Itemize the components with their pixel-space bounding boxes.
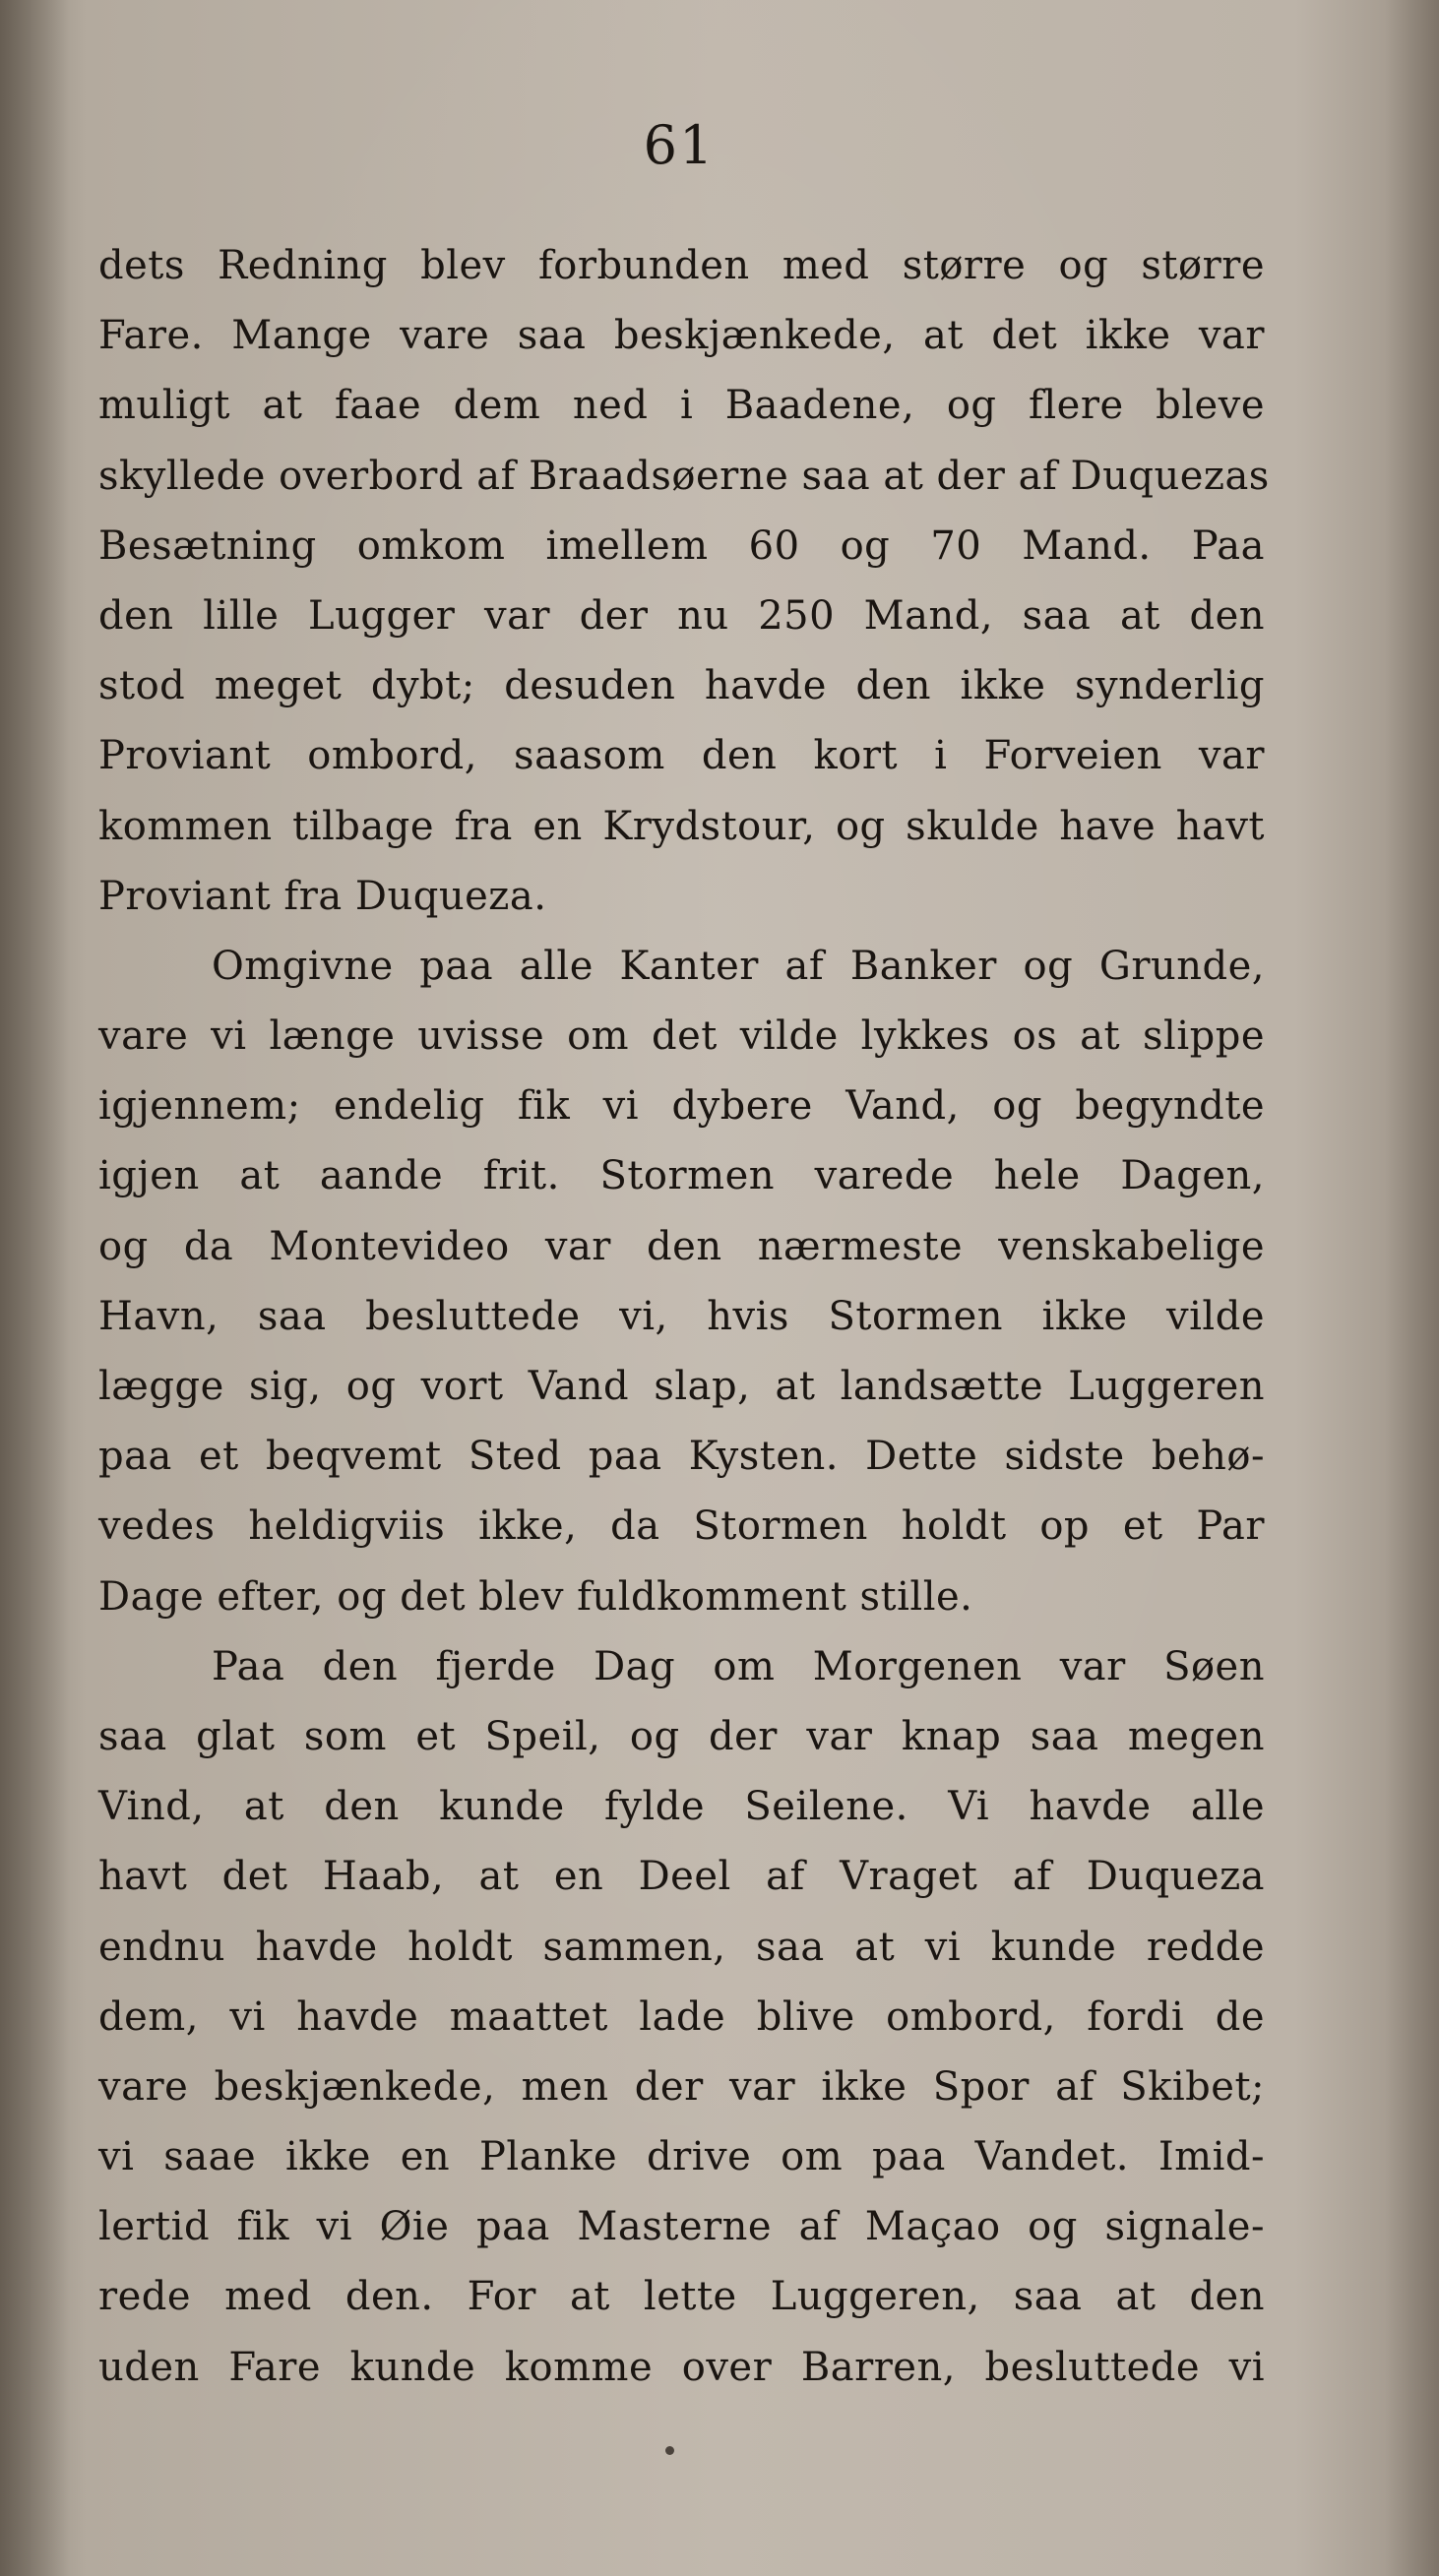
text-line: uden Fare kunde komme over Barren, besluttede vi <box>98 2344 1265 2390</box>
text-line: lertid fik vi Øie paa Masterne af Maçao og signale- <box>98 2204 1265 2250</box>
text-line: stod meget dybt; desuden havde den ikke synderlig <box>98 663 1265 709</box>
text-line: Havn, saa besluttede vi, hvis Stormen ikke vilde <box>98 1293 1265 1339</box>
ink-dot <box>665 2446 674 2455</box>
text-line: Besætning omkom imellem 60 og 70 Mand. Paa <box>98 522 1265 569</box>
text-line: endnu havde holdt sammen, saa at vi kunde redde <box>98 1924 1265 1970</box>
body-text <box>98 231 1270 2403</box>
text-line: den lille Lugger var der nu 250 Mand, saa at den <box>98 592 1265 639</box>
text-line: Proviant ombord, saasom den kort i Forveien var <box>98 733 1265 779</box>
text-line: igjennem; endelig fik vi dybere Vand, og begyndte <box>98 1083 1265 1130</box>
text-line: Dage efter, og det blev fuldkomment stille. <box>98 1573 973 1620</box>
text-line: Vind, at den kunde fylde Seilene. Vi havde alle <box>98 1784 1265 1830</box>
text-line: dem, vi havde maattet lade blive ombord, fordi de <box>98 1993 1265 2040</box>
text-line: Omgivne paa alle Kanter af Banker og Grunde, <box>212 943 1265 989</box>
text-line: havt det Haab, at en Deel af Vraget af Duqueza <box>98 1854 1265 1900</box>
text-line: Paa den fjerde Dag om Morgenen var Søen <box>212 1643 1265 1689</box>
text-line: kommen tilbage fra en Krydstour, og skulde have havt <box>98 803 1265 849</box>
text-line: vi saae ikke en Planke drive om paa Vandet. Imid- <box>98 2134 1265 2180</box>
text-line: skyllede overbord af Braadsøerne saa at der af Duquezas <box>98 453 1270 499</box>
text-line: muligt at faae dem ned i Baadene, og flere bleve <box>98 383 1265 429</box>
text-line: vedes heldigviis ikke, da Stormen holdt op et Par <box>98 1503 1265 1550</box>
text-line: igjen at aande frit. Stormen varede hele Dagen, <box>98 1153 1265 1199</box>
text-line: og da Montevideo var den nærmeste venskabelige <box>98 1223 1265 1269</box>
page-number: 61 <box>643 114 716 176</box>
text-line: Fare. Mange vare saa beskjænkede, at det ikke var <box>98 313 1265 359</box>
text-line: rede med den. For at lette Luggeren, saa at den <box>98 2274 1265 2320</box>
text-line: lægge sig, og vort Vand slap, at landsætte Luggeren <box>98 1364 1265 1409</box>
text-line: vare beskjænkede, men der var ikke Spor af Skibet; <box>98 2063 1265 2110</box>
text-line: paa et beqvemt Sted paa Kysten. Dette sidste behø- <box>98 1434 1265 1480</box>
text-line: dets Redning blev forbunden med større og større <box>98 243 1265 288</box>
text-line: vare vi længe uvisse om det vilde lykkes os at slippe <box>98 1013 1265 1060</box>
text-line: saa glat som et Speil, og der var knap saa megen <box>98 1713 1265 1759</box>
text-line: Proviant fra Duqueza. <box>98 873 547 919</box>
